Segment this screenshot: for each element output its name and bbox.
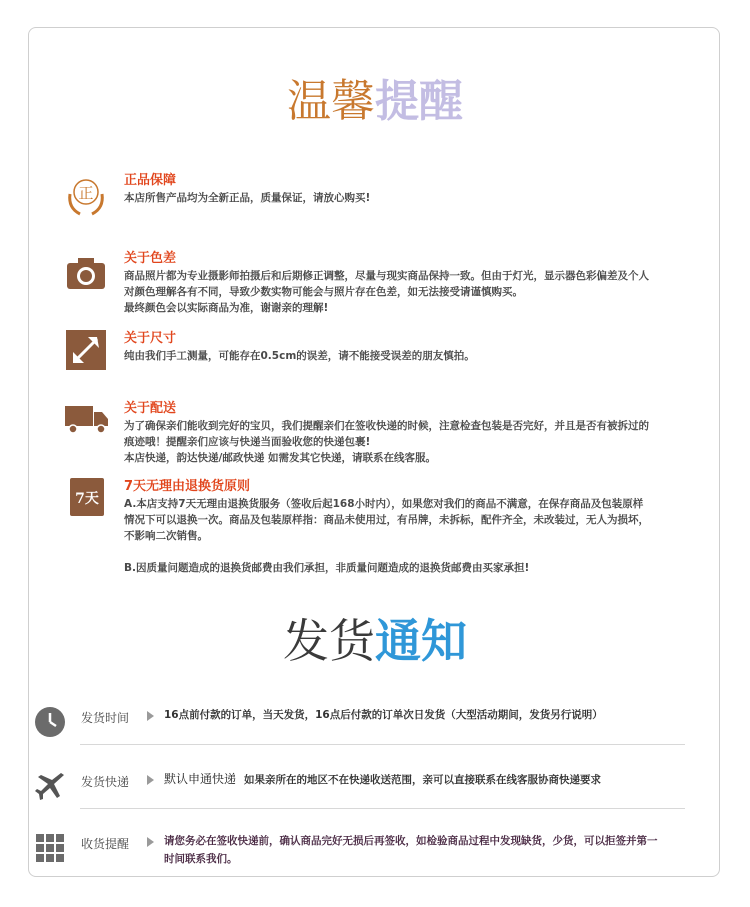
row-text: 默认申通快递 如果亲所在的地区不在快递收送范围，亲可以直接联系在线客服协商快递要求 [164,772,602,786]
info-item-genuine [64,172,704,222]
item-line: 商品照片都为专业摄影师拍摄后和后期修正调整，尽量与现实商品保持一致。但由于灯光，显示器色彩偏差及个人 [124,270,649,282]
item-line: 为了确保亲们能收到完好的宝贝，我们提醒亲们在签收快递的时候，注意检查包装是否完好，并且是否有被拆过的 [124,420,649,432]
shipping-row-time [34,700,714,756]
camera-icon [64,252,108,296]
info-item-color [64,250,704,320]
truck-icon [64,398,110,442]
item-line: 不影响二次销售。 [124,530,208,542]
row-label: 发货快递 [81,775,130,789]
divider [80,808,685,809]
shipping-row-receipt [34,826,714,882]
default-courier-label: 默认申通快递 [164,772,237,786]
clock-icon [34,706,66,738]
item-title: 7天无理由退换货原则 [124,479,251,494]
item-line: 本店所售产品均为全新正品，质量保证，请放心购买! [124,192,371,204]
warm-tip-title: 温馨提醒 [287,76,463,127]
item-line: B.因质量问题造成的退换货邮费由我们承担，非质量问题造成的退换货邮费由买家承担! [124,562,530,574]
row-text: 请您务必在签收快递前，确认商品完好无损后再签收，如检验商品过程中发现缺货，少货，可以拒签并第一时间联系我们。 [164,835,658,865]
info-item-size [64,330,704,380]
info-item-returns [64,478,704,588]
item-line: 最终颜色会以实际商品为准，谢谢亲的理解! [124,302,329,314]
item-title: 正品保障 [124,173,177,188]
row-label: 发货时间 [81,711,130,725]
item-line: A.本店支持7天无理由退换货服务（签收后起168小时内），如果您对我们的商品不满意，在保存商品及包装原样 [124,498,644,510]
airplane-icon [34,770,66,802]
shipping-row-courier [34,764,714,820]
item-line: 情况下可以退换一次。商品及包装原样指：商品未使用过，有吊牌，未拆标，配件齐全，未改装过，无人为损坏， [124,514,649,526]
measure-arrow-icon [64,328,108,372]
item-title: 关于配送 [124,401,177,416]
item-line: 痕迹哦！提醒亲们应该与快递当面验收您的快递包裹! [124,436,371,448]
divider [80,744,685,745]
triangle-arrow-icon [147,711,154,721]
item-line: 纯由我们手工测量，可能存在0.5cm的误差，请不能接受误差的朋友慎拍。 [124,350,475,362]
svg-text:正: 正 [78,184,94,202]
item-line: 对颜色理解各有不同，导致少数实物可能会与照片存在色差，如无法接受请谨慎购买。 [124,286,523,298]
triangle-arrow-icon [147,775,154,785]
info-item-delivery [64,400,704,470]
row-text: 16点前付款的订单，当天发货，16点后付款的订单次日发货（大型活动期间，发货另行说明） [164,709,603,721]
grid-icon [34,832,66,864]
triangle-arrow-icon [147,837,154,847]
item-title: 关于尺寸 [124,331,177,346]
seven-day-icon: 7天 [70,478,104,516]
item-line [124,544,704,560]
item-line: 本店快递，韵达快递/邮政快递 如需发其它快递，请联系在线客服。 [124,452,436,464]
genuine-hands-icon [64,174,108,218]
item-title: 关于色差 [124,251,177,266]
row-label: 收货提醒 [81,837,130,851]
shipping-notice-title: 发货通知 [283,614,467,668]
